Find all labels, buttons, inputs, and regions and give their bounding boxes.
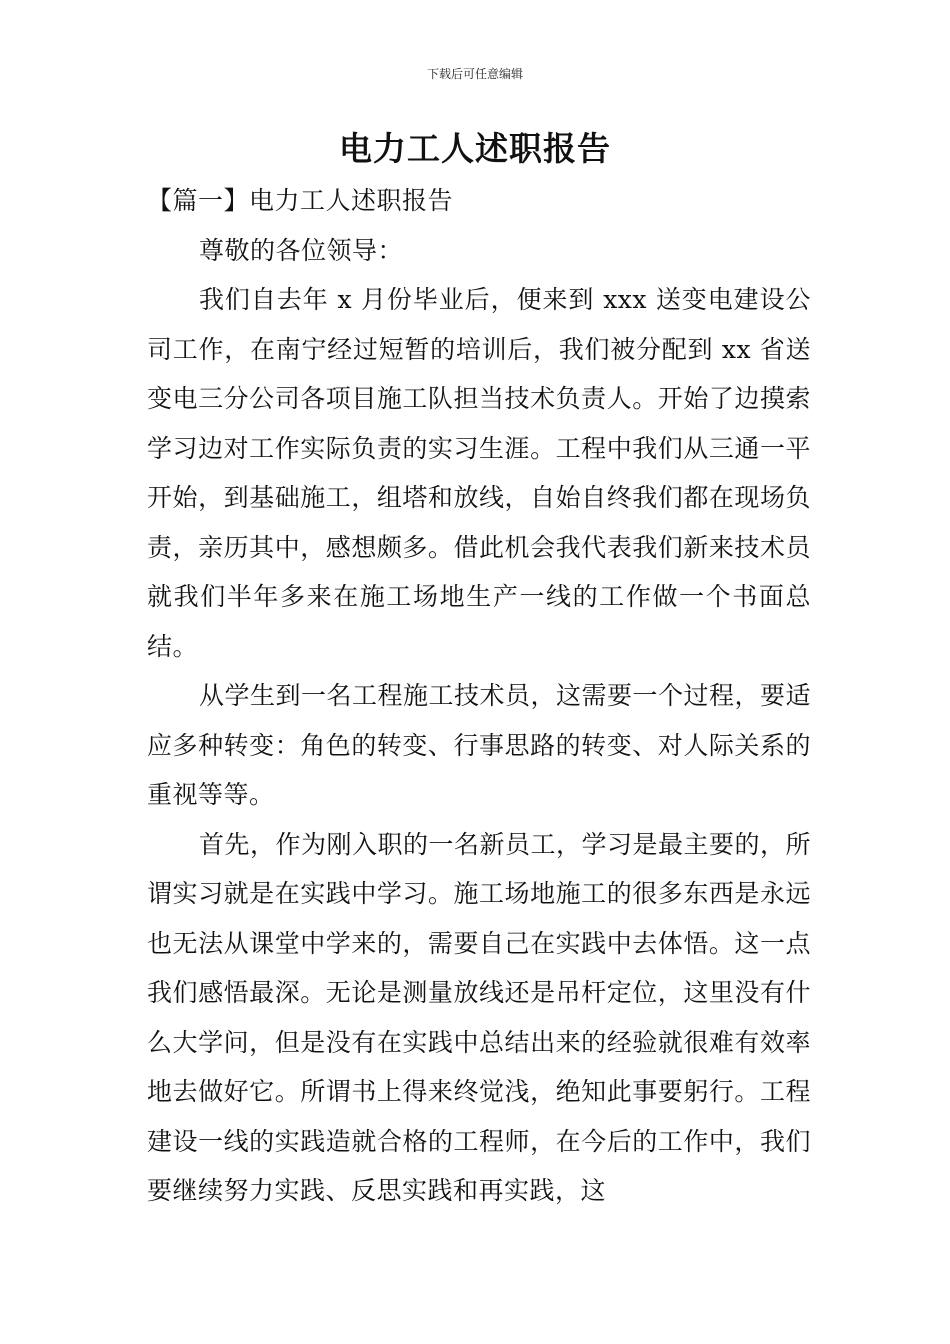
- document-body: [147, 176, 811, 1216]
- section-heading: 【篇一】电力工人述职报告: [147, 186, 454, 215]
- salutation: 尊敬的各位领导：: [199, 235, 404, 265]
- paragraph-2: 从学生到一名工程施工技术员，这需要一个过程，要适应多种转变：角色的转变、行事思路的转变、对人际关系的重视等等。: [147, 681, 812, 809]
- paragraph-1: 我们自去年 x 月份毕业后，便来到 xxx 送变电建设公司工作，在南宁经过短暂的培训后，我们被分配到 xx 省送变电三分公司各项目施工队担当技术负责人。开始了边摸索学习边对工作实际负责的实习生涯。工程中我们从三通一平开始，到基础施工，组塔和放线，自始自终我们都在现场负责，亲历其中，感想颇多。借此机会我代表我们新来技术员就我们半年多来在施工场地生产一线的工作做一个书面总结。: [147, 285, 811, 661]
- header-note: 下载后可任意编辑: [426, 67, 523, 81]
- document-title: 电力工人述职报告: [339, 129, 611, 168]
- paragraph-3: 首先，作为刚入职的一名新员工，学习是最主要的，所谓实习就是在实践中学习。施工场地施工的很多东西是永远也无法从课堂中学来的，需要自己在实践中去体悟。这一点我们感悟最深。无论是测量放线还是吊杆定位，这里没有什么大学问，但是没有在实践中总结出来的经验就很难有效率地去做好它。所谓书上得来终觉浅，绝知此事要躬行。工程建设一线的实践造就合格的工程师，在今后的工作中，我们要继续努力实践、反思实践和再实践，这: [147, 829, 812, 1205]
